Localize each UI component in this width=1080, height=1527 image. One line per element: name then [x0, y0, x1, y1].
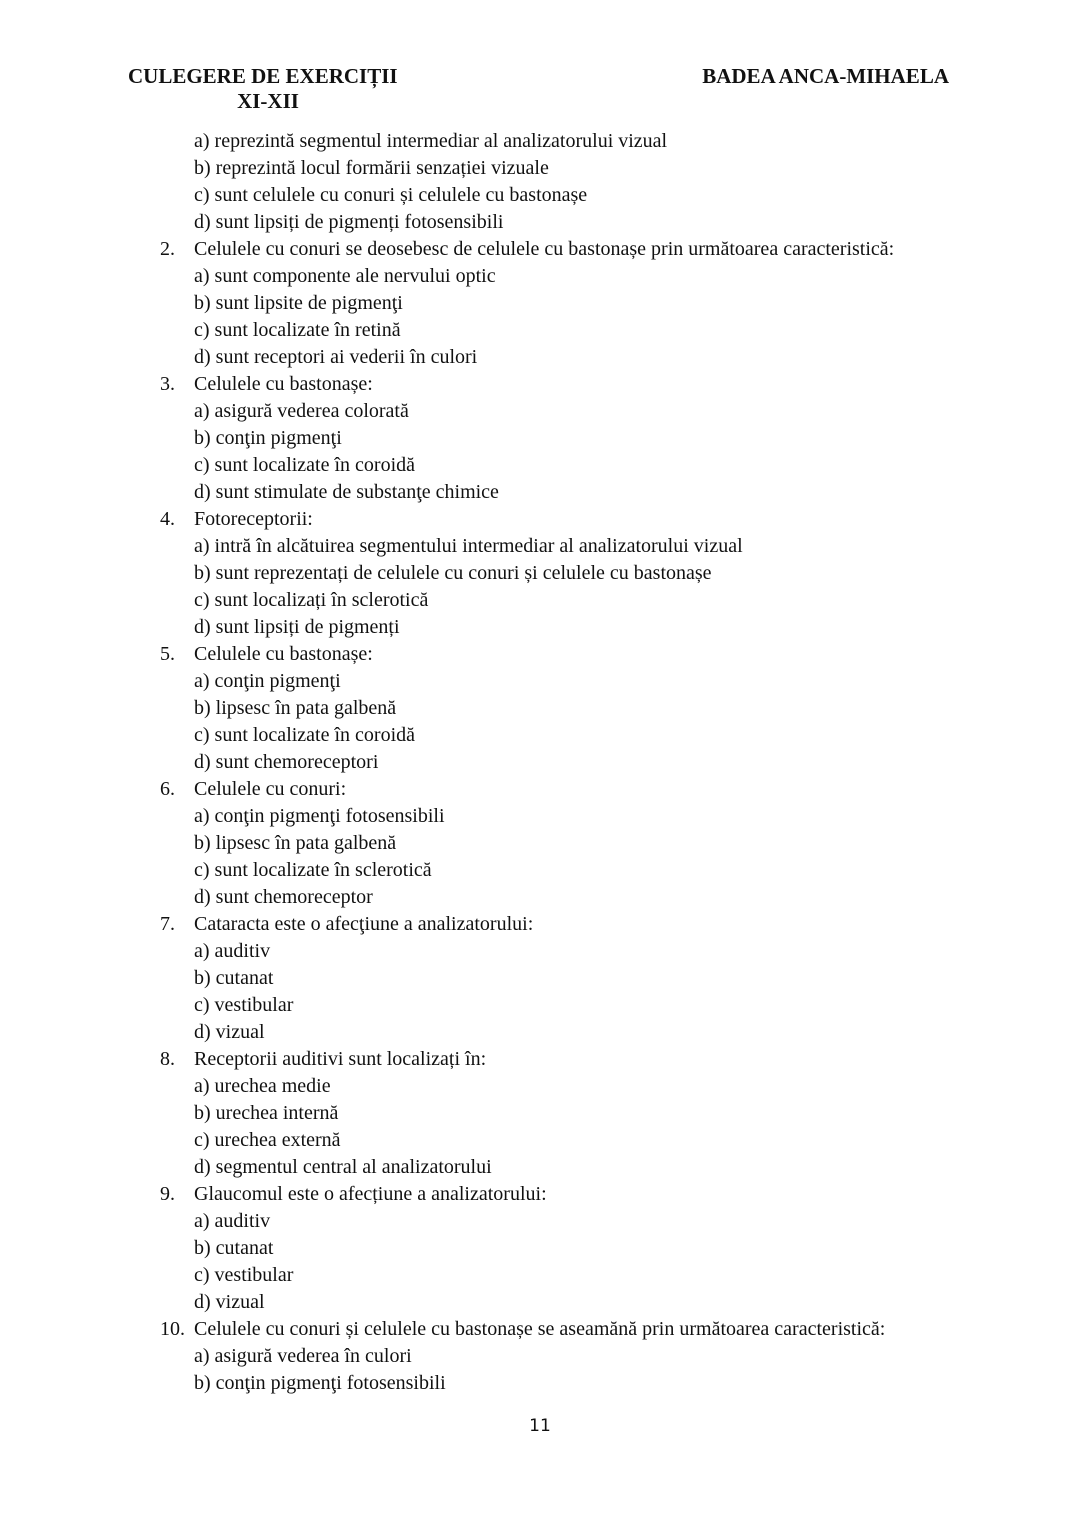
question-text: Glaucomul este o afecțiune a analizatorului:	[194, 1183, 547, 1205]
question-text: Celulele cu conuri se deosebesc de celulele cu bastonașe prin următoarea caracteristică:	[194, 238, 895, 260]
answer-option: b) sunt lipsite de pigmenţi	[194, 292, 403, 314]
question-5	[160, 641, 960, 776]
page-number: 11	[529, 1416, 551, 1436]
question-text: Receptorii auditivi sunt localizați în:	[194, 1048, 487, 1070]
answer-option: c) sunt localizate în coroidă	[194, 724, 416, 746]
answer-option: b) sunt reprezentați de celulele cu conuri și celulele cu bastonașe	[194, 562, 712, 584]
answer-option: b) reprezintă locul formării senzației vizuale	[194, 157, 549, 179]
answer-option: c) sunt localizate în sclerotică	[194, 859, 432, 881]
answer-option: a) asigură vederea colorată	[194, 400, 409, 422]
answer-option: c) sunt localizați în sclerotică	[194, 589, 429, 611]
question-text: Cataracta este o afecţiune a analizatorului:	[194, 913, 534, 935]
question-text: Celulele cu conuri:	[194, 778, 347, 800]
answer-option: b) lipsesc în pata galbenă	[194, 697, 397, 719]
answer-option: d) sunt receptori ai vederii în culori	[194, 346, 478, 368]
answer-option: d) sunt chemoreceptori	[194, 751, 379, 773]
question-number: 3.	[160, 373, 175, 395]
book-title-line1: CULEGERE DE EXERCIȚII	[128, 64, 398, 88]
answer-option: d) sunt lipsiți de pigmenți	[194, 616, 400, 638]
book-title-line2: XI-XII	[237, 89, 299, 113]
answer-option: a) conţin pigmenţi fotosensibili	[194, 805, 445, 827]
answer-option: a) auditiv	[194, 1210, 271, 1232]
question-stem	[160, 506, 960, 533]
question-number: 8.	[160, 1048, 175, 1070]
answer-option: a) asigură vederea în culori	[194, 1345, 412, 1367]
answer-option: d) vizual	[194, 1021, 265, 1043]
question-2	[160, 236, 960, 371]
answer-option: d) sunt stimulate de substanţe chimice	[194, 481, 499, 503]
question-stem	[160, 1046, 960, 1073]
answer-option: d) vizual	[194, 1291, 265, 1313]
question-number: 7.	[160, 913, 175, 935]
answer-option: b) urechea internă	[194, 1102, 339, 1124]
question-4	[160, 506, 960, 641]
question-stem	[160, 236, 960, 263]
answer-option: c) sunt localizate în retină	[194, 319, 401, 341]
question-text: Celulele cu bastonașe:	[194, 643, 373, 665]
question-8	[160, 1046, 960, 1181]
question-number: 4.	[160, 508, 175, 530]
answer-option: d) sunt lipsiți de pigmenți fotosensibili	[194, 211, 504, 233]
question-number: 10.	[160, 1318, 185, 1340]
question-stem	[160, 371, 960, 398]
answer-option: c) urechea externă	[194, 1129, 341, 1151]
question-10	[160, 1316, 960, 1397]
answer-option: a) conţin pigmenţi	[194, 670, 341, 692]
question-text: Celulele cu bastonașe:	[194, 373, 373, 395]
answer-option: a) sunt componente ale nervului optic	[194, 265, 496, 287]
answer-option: c) vestibular	[194, 994, 294, 1016]
question-number: 9.	[160, 1183, 175, 1205]
answer-option: a) reprezintă segmentul intermediar al analizatorului vizual	[194, 130, 668, 152]
question-number: 5.	[160, 643, 175, 665]
continued-options	[160, 128, 960, 236]
question-stem	[160, 1316, 960, 1343]
question-number: 6.	[160, 778, 175, 800]
author-name: BADEA ANCA-MIHAELA	[702, 64, 949, 88]
question-stem	[160, 641, 960, 668]
answer-option: a) urechea medie	[194, 1075, 331, 1097]
answer-option: a) intră în alcătuirea segmentului intermediar al analizatorului vizual	[194, 535, 743, 557]
answer-option: b) cutanat	[194, 967, 274, 989]
question-stem	[160, 776, 960, 803]
book-title	[128, 64, 408, 114]
answer-option: b) conţin pigmenţi	[194, 427, 342, 449]
answer-option: a) auditiv	[194, 940, 271, 962]
question-6	[160, 776, 960, 911]
question-number: 2.	[160, 238, 175, 260]
answer-option: b) conţin pigmenţi fotosensibili	[194, 1372, 446, 1394]
question-7	[160, 911, 960, 1046]
answer-option: c) vestibular	[194, 1264, 294, 1286]
exercise-list	[160, 128, 960, 1397]
answer-option: b) cutanat	[194, 1237, 274, 1259]
question-stem	[160, 1181, 960, 1208]
answer-option: d) segmentul central al analizatorului	[194, 1156, 492, 1178]
question-text: Celulele cu conuri și celulele cu bastonașe se aseamănă prin următoarea caracteristică:	[194, 1318, 886, 1340]
question-9	[160, 1181, 960, 1316]
answer-option: c) sunt localizate în coroidă	[194, 454, 416, 476]
question-3	[160, 371, 960, 506]
answer-option: d) sunt chemoreceptor	[194, 886, 373, 908]
question-stem	[160, 911, 960, 938]
question-text: Fotoreceptorii:	[194, 508, 313, 530]
answer-option: b) lipsesc în pata galbenă	[194, 832, 397, 854]
answer-option: c) sunt celulele cu conuri și celulele cu bastonașe	[194, 184, 588, 206]
